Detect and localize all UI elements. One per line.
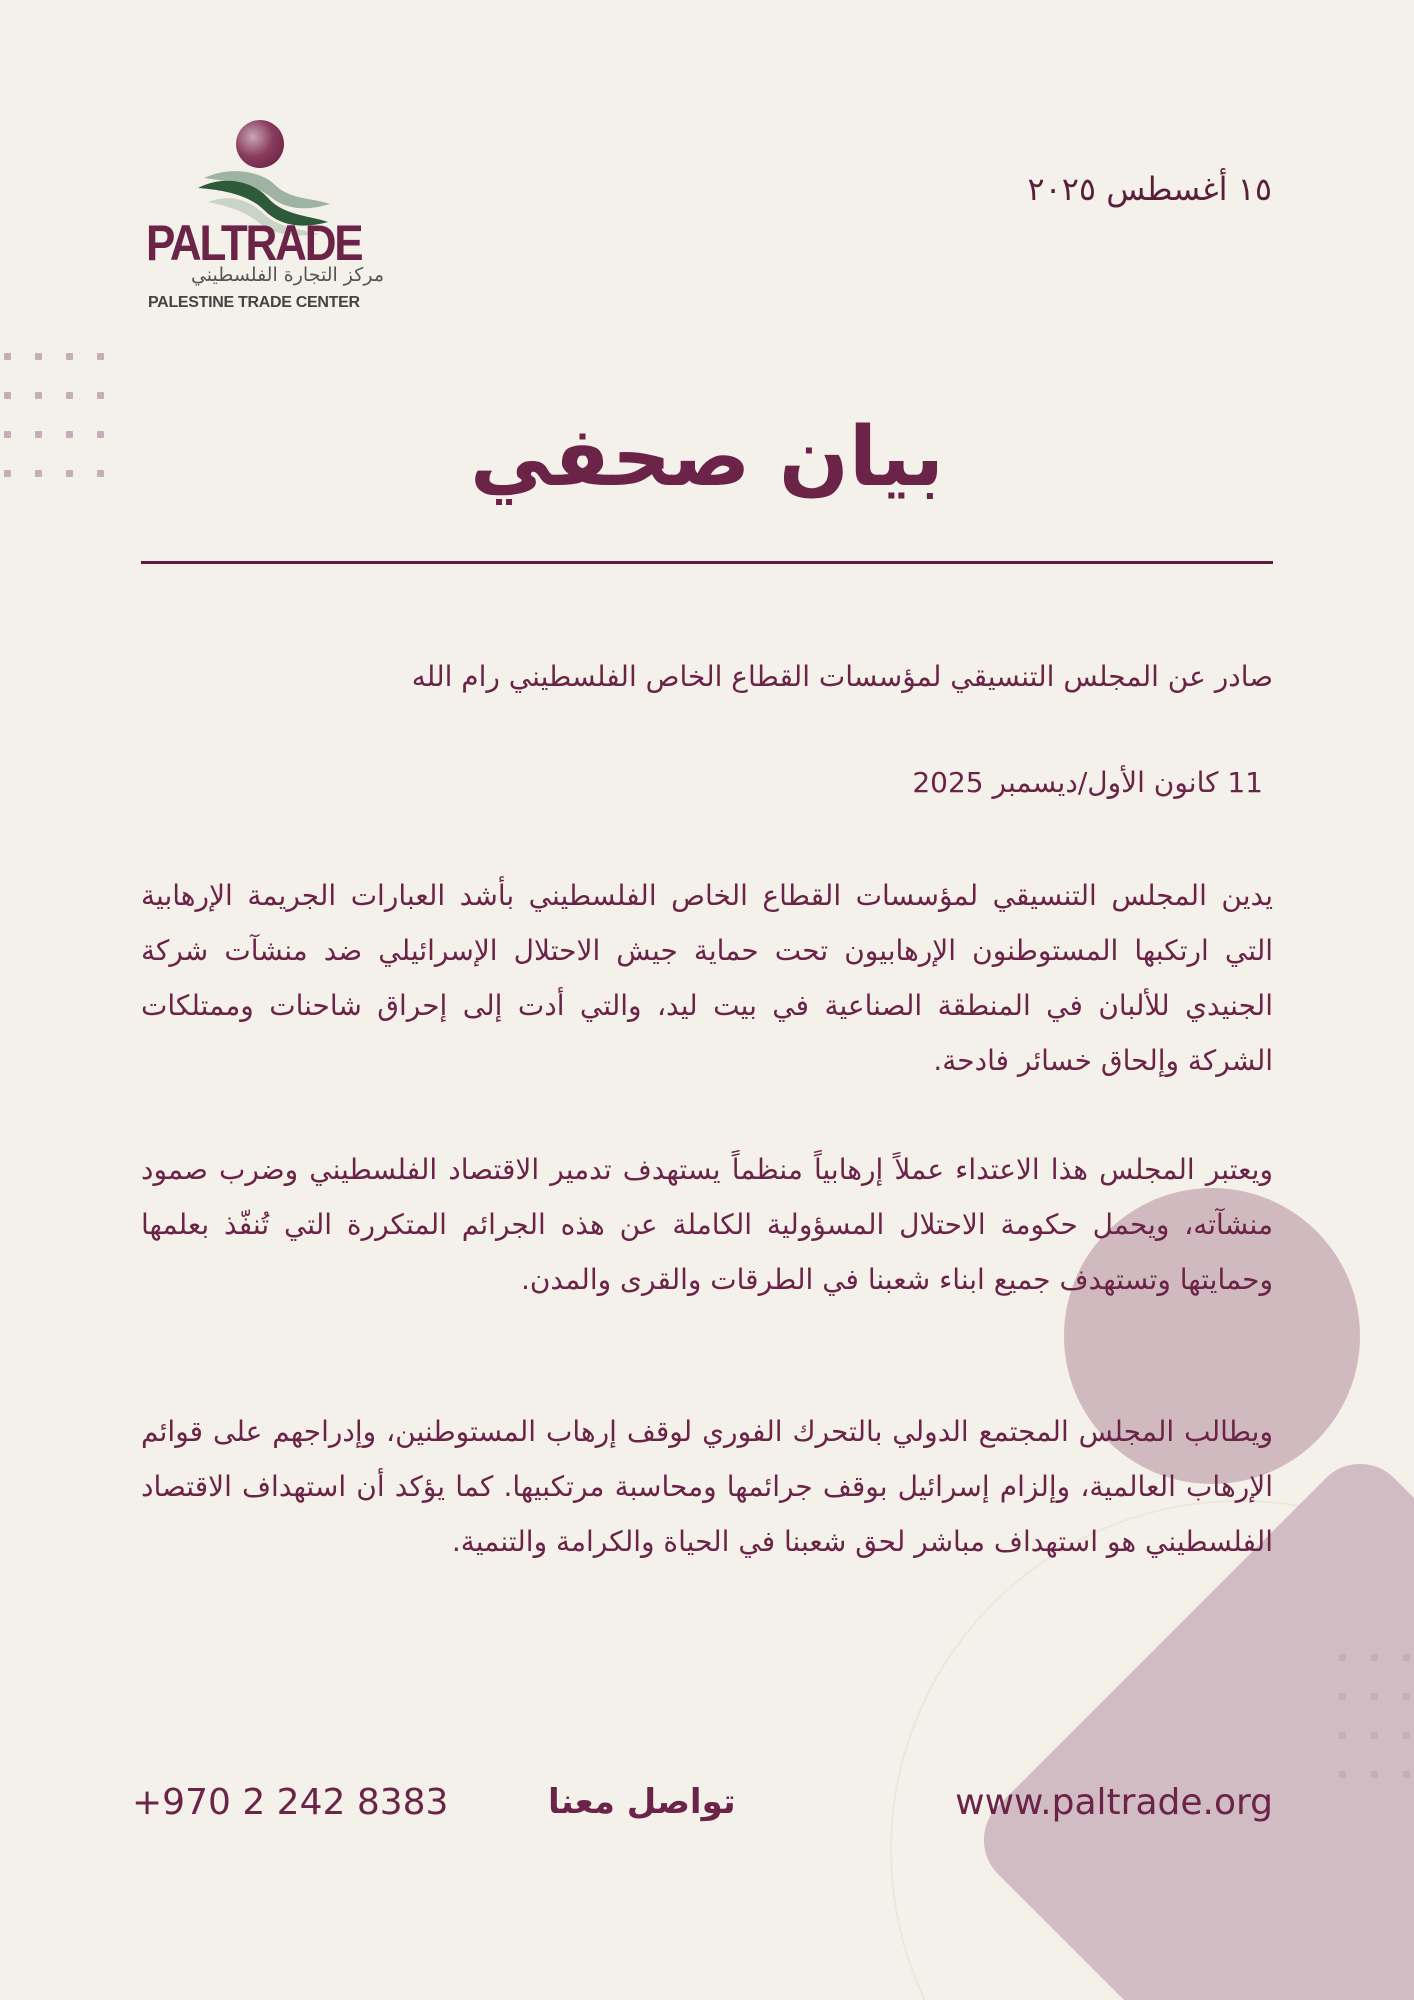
- logo-arabic-name: مركز التجارة الفلسطيني: [190, 264, 384, 286]
- body-paragraph-1: يدين المجلس التنسيقي لمؤسسات القطاع الخاص الفلسطيني بأشد العبارات الجريمة الإرهابية التي ارتكبها المستوطنون الإرهابيون تحت حماية جيش الاحتلال الإسرائيلي ضد منشآت شركة الجنيدي للألبان في المنطقة الصناعية في بيت ليد، والتي أدت إلى إحراق شاحنات وممتلكات الشركة وإلحاق خسائر فادحة.: [141, 879, 1273, 1077]
- title-divider: [141, 561, 1273, 564]
- footer-website-link[interactable]: www.paltrade.org: [955, 1782, 1273, 1823]
- paltrade-logo: [146, 118, 396, 318]
- body-paragraph-2: ويعتبر المجلس هذا الاعتداء عملاً إرهابياً منظماً يستهدف تدمير الاقتصاد الفلسطيني وضرب صمود منشآته، ويحمل حكومة الاحتلال المسؤولية الكاملة عن هذه الجرائم المتكررة التي تُنفّذ بعلمها وحمايتها وتستهدف جميع ابناء شعبنا في الطرقات والقرى والمدن.: [141, 1153, 1273, 1296]
- footer-contact-label: تواصل معنا: [548, 1782, 736, 1822]
- logo-wordmark: PALTRADE: [146, 215, 362, 271]
- decorative-dots-right: [1339, 1654, 1410, 1778]
- header-date: ١٥ أغسطس ٢٠٢٥: [1027, 170, 1272, 208]
- body-paragraph-3: ويطالب المجلس المجتمع الدولي بالتحرك الفوري لوقف إرهاب المستوطنين، وإدراجهم على قوائم الإرهاب العالمية، وإلزام إسرائيل بوقف جرائمها ومحاسبة مرتكبيها. كما يؤكد أن استهداف الاقتصاد الفلسطيني هو استهداف مباشر لحق شعبنا في الحياة والكرامة والتنمية.: [141, 1415, 1273, 1558]
- page-title: بيان صحفي: [470, 410, 944, 505]
- logo-english-name: PALESTINE TRADE CENTER: [148, 294, 360, 311]
- issuer-line: صادر عن المجلس التنسيقي لمؤسسات القطاع الخاص الفلسطيني رام الله: [411, 660, 1273, 693]
- statement-date: 11 كانون الأول/ديسمبر 2025: [912, 766, 1263, 799]
- footer-phone-number[interactable]: +970 2 242 8383: [132, 1782, 449, 1823]
